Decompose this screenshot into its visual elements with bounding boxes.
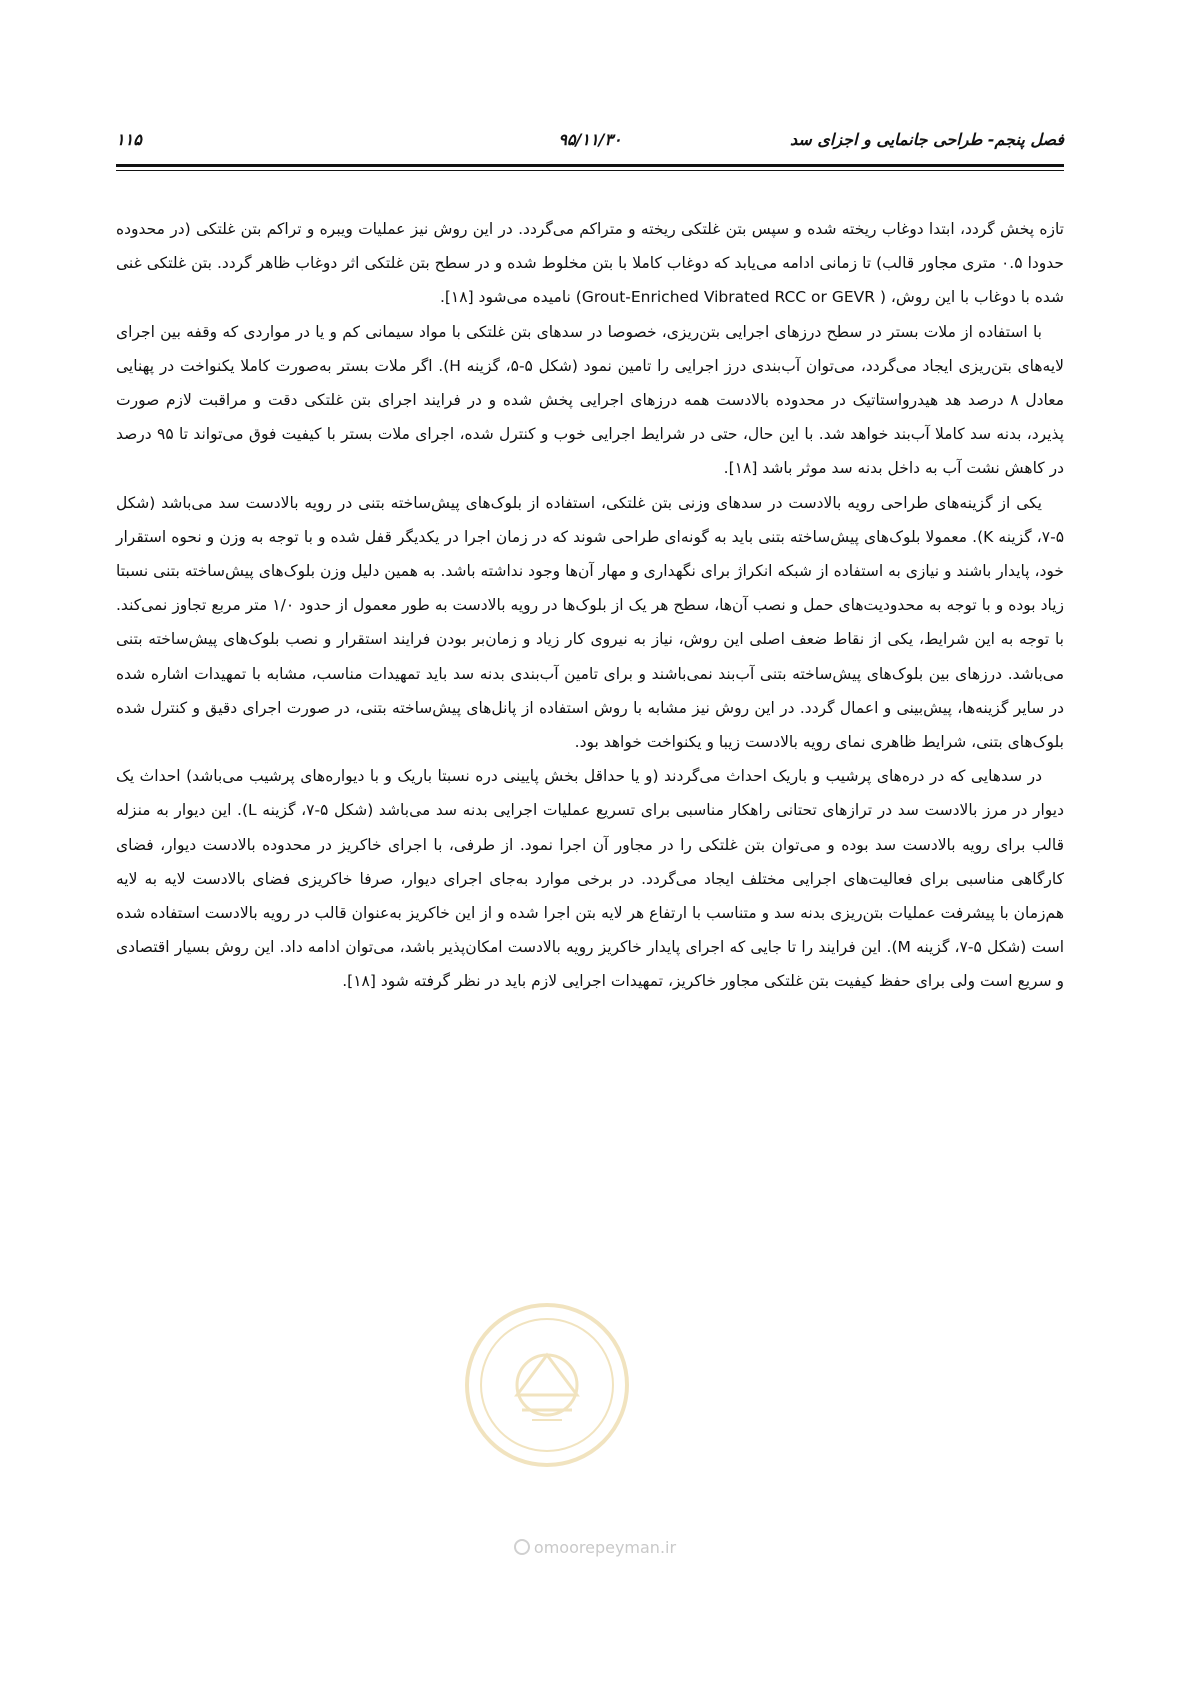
- watermark-url: [0, 1538, 1190, 1557]
- watermark-site: omoorepeyman.ir: [533, 1538, 677, 1557]
- page-header: [116, 128, 1064, 160]
- header-rule-thick: [116, 164, 1064, 167]
- header-date: ۹۵/۱۱/۳۰: [558, 130, 622, 149]
- paragraph: یکی از گزینه‌های طراحی رویه بالادست در سدهای وزنی بتن غلتکی، استفاده از بلوک‌های پیش‌ساخته بتنی در رویه بالادست سد می‌باشد (شکل ۵-۷، گزینه K). معمولا بلوک‌های پیش‌ساخته بتنی باید به گونه‌ای طراحی شوند که در زمان اجرا در یکدیگر قفل شده و با توجه به وزن و نحوه استقرار خود، پایدار باشند و نیازی به استفاده از شبکه انکراژ برای نگهداری و مهار آن‌ها وجود نداشته باشد. به همین دلیل وزن بلوک‌های پیش‌ساخته بتنی نسبتا زیاد بوده و با توجه به محدودیت‌های حمل و نصب آن‌ها، سطح هر یک از بلوک‌ها در رویه بالادست به طور معمول از حدود ۱/۰ متر مربع تجاوز نمی‌کند. با توجه به این شرایط، یکی از نقاط ضعف اصلی این روش، نیاز به نیروی کار زیاد و زمان‌بر بودن فرایند استقرار و نصب بلوک‌های پیش‌ساخته بتنی می‌باشد. درزهای بین بلوک‌های پیش‌ساخته بتنی آب‌بند نمی‌باشند و برای تامین آب‌بندی بدنه سد باید تمهیدات مناسب، مشابه با تمهیدات اشاره شده در سایر گزینه‌ها، پیش‌بینی و اعمال گردد. در این روش نیز مشابه با روش استفاده از پانل‌های پیش‌ساخته بتنی، در صورت اجرای دقیق و کنترل شده بلوک‌های بتنی، شرایط ظاهری نمای رویه بالادست زیبا و یکنواخت خواهد بود.: [116, 493, 1065, 752]
- seal-icon: [462, 1300, 632, 1470]
- page-number: ۱۱۵: [116, 130, 142, 149]
- body-text: [116, 212, 1064, 999]
- paragraph: در سدهایی که در دره‌های پرشیب و باریک احداث می‌گردند (و یا حداقل بخش پایینی دره نسبتا باریک و با دیواره‌های پرشیب می‌باشد) احداث یک دیوار در مرز بالادست سد در ترازهای تحتانی راهکار مناسبی برای تسریع عملیات اجرایی بدنه سد می‌باشد (شکل ۵-۷، گزینه L). این دیوار به منزله قالب برای رویه بالادست سد بوده و می‌توان بتن غلتکی را در مجاور آن اجرا نمود. از طرفی، با اجرای خاکریز در محدوده بالادست دیوار، فضای کارگاهی مناسبی برای فعالیت‌های اجرایی مختلف ایجاد می‌گردد. در برخی موارد به‌جای اجرای دیوار، صرفا خاکریزی فضای بالادست لایه به لایه هم‌زمان با پیشرفت عملیات بتن‌ریزی بدنه سد و متناسب با ارتفاع هر لایه بتن اجرا شده و از این خاکریز به‌عنوان قالب در رویه بالادست استفاده شده است (شکل ۵-۷، گزینه M). این فرایند را تا جایی که اجرای پایدار خاکریز رویه بالادست امکان‌پذیر باشد، می‌توان ادامه داد. این روش بسیار اقتصادی و سریع است ولی برای حفظ کیفیت بتن غلتکی مجاور خاکریز، تمهیدات اجرایی لازم باید در نظر گرفته شود [۱۸].: [116, 767, 1065, 991]
- paragraph: تازه پخش گردد، ابتدا دوغاب ریخته شده و سپس بتن غلتکی ریخته و متراکم می‌گردد. در این روش نیز عملیات ویبره و تراکم بتن غلتکی (در محدوده حدودا ۰.۵ متری مجاور قالب) تا زمانی ادامه می‌یابد که دوغاب کاملا با بتن مخلوط شده و در سطح بتن غلتکی اثر دوغاب ظاهر گردد. بتن غلتکی غنی شده با دوغاب با این روش، ( Grout-Enriched Vibrated RCC or GEVR) نامیده می‌شود [۱۸].: [116, 220, 1064, 307]
- paragraph: با استفاده از ملات بستر در سطح درزهای اجرایی بتن‌ریزی، خصوصا در سدهای بتن غلتکی با مواد سیمانی کم و یا در مواردی که وقفه بین اجرای لایه‌های بتن‌ریزی ایجاد می‌گردد، می‌توان آب‌بندی درز اجرایی را تامین نمود (شکل ۵-۵، گزینه H). اگر ملات بستر به‌صورت کاملا یکنواخت در پهنایی معادل ۸ درصد هد هیدرواستاتیک در محدوده بالادست همه درزهای اجرایی پخش شده و در فرایند اجرای بتن غلتکی دقت و مراقبت لازم صورت پذیرد، بدنه سد کاملا آب‌بند خواهد شد. با این حال، حتی در شرایط اجرایی خوب و کنترل شده، اجرای ملات بستر با کیفیت فوق می‌تواند تا ۹۵ درصد در کاهش نشت آب به داخل بدنه سد موثر باشد [۱۸].: [116, 322, 1065, 478]
- watermark-logo-icon: [514, 1539, 530, 1555]
- chapter-title: فصل پنجم- طراحی جانمایی و اجزای سد: [790, 130, 1064, 149]
- header-rule-thin: [116, 170, 1064, 171]
